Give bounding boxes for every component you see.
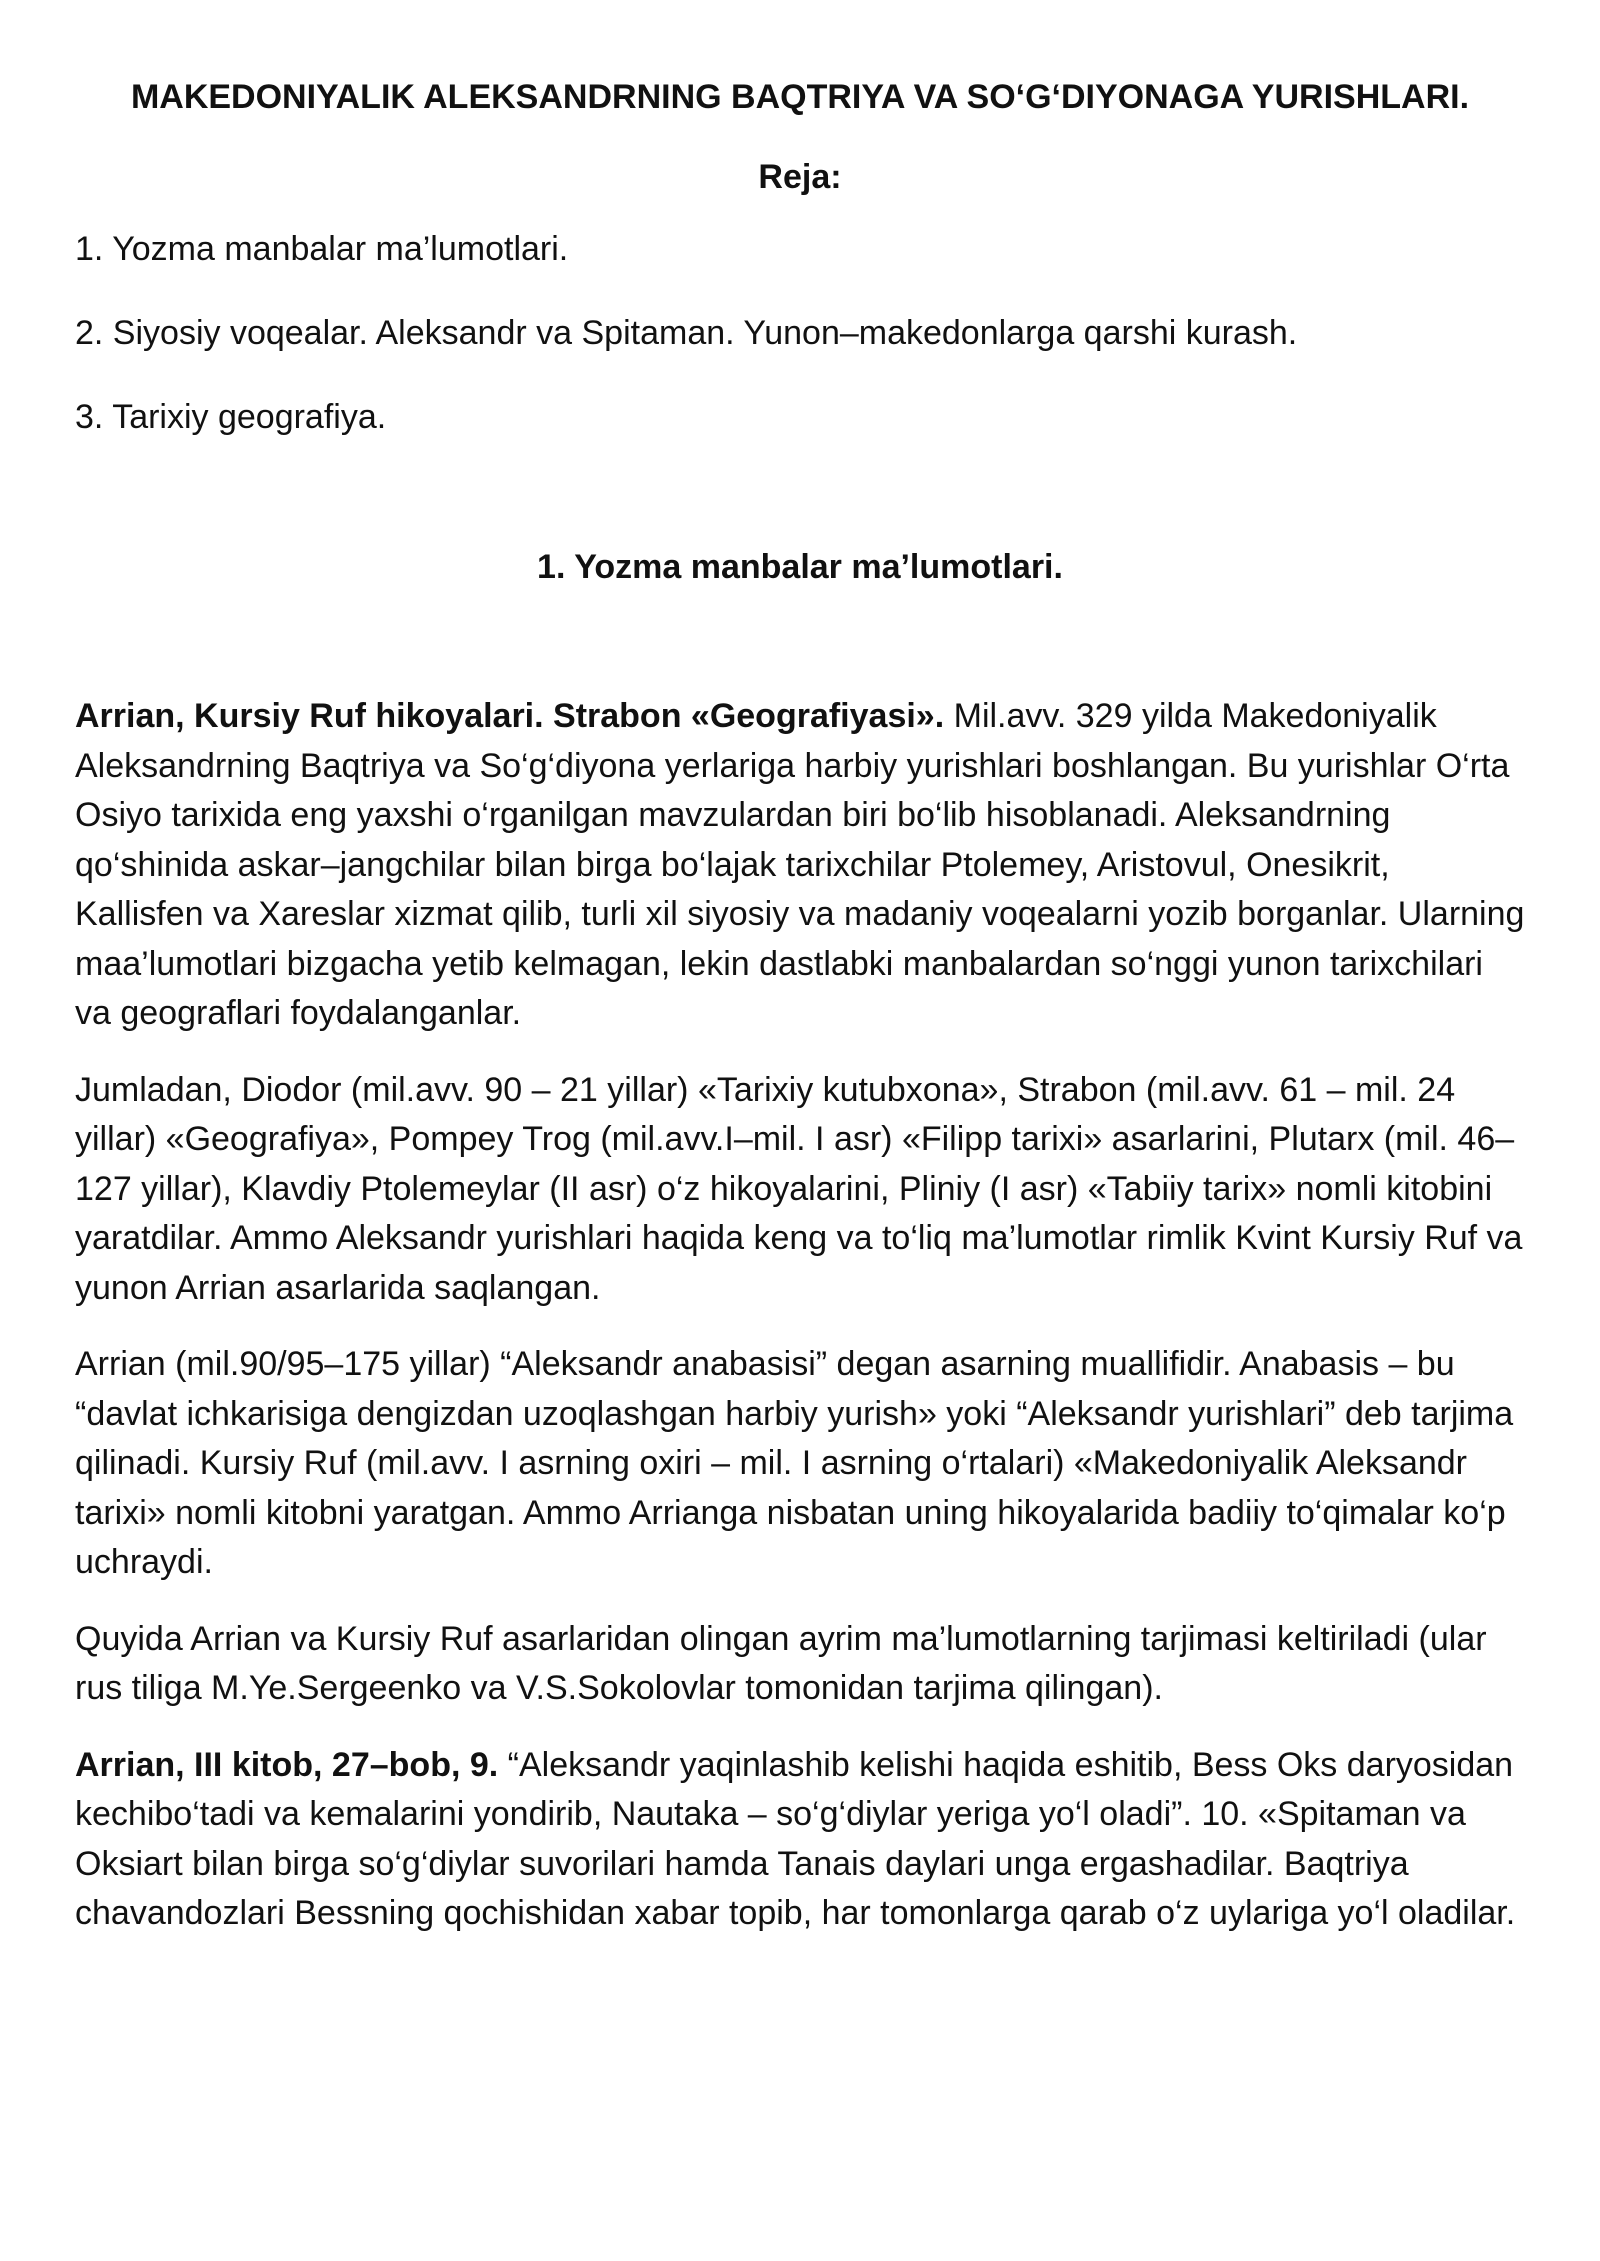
paragraph-5-text: “Aleksandr yaqinlashib kelishi haqida eshitib, Bess Oks daryosidan kechibo‘tadi va kemalarini yondirib, Nautaka – so‘g‘diylar yeriga yo‘l oladi”. 10. «Spitaman va Oksiart bilan birga so‘g‘diylar suvorilari hamda Tanais daylari unga ergashadilar. Baqtriya chavandozlari Bessning qochishidan xabar topib, har tomonlarga qarab o‘z uylariga yo‘l oladilar. (75, 1745, 1516, 1932)
paragraph-3 (75, 1340, 1525, 1588)
paragraph-1 (75, 692, 1525, 1039)
section-heading: 1. Yozma manbalar ma’lumotlari. (537, 548, 1063, 586)
paragraph-3-text: Arrian (mil.90/95–175 yillar) “Aleksandr anabasisi” degan asarning muallifidir. Anabasis – bu “davlat ichkarisiga dengizdan uzoqlashgan harbiy yurish» yoki “Aleksandr yurishlari” deb tarjima qilinadi. Kursiy Ruf (mil.avv. I asrning oxiri – mil. I asrning o‘rtalari) «Makedoniyalik Aleksandr tarixi» nomli kitobni yaratgan. Ammo Arrianga nisbatan uning hikoyalarida badiiy to‘qimalar ko‘p uchraydi. (75, 1345, 1514, 1581)
paragraph-4-text: Quyida Arrian va Kursiy Ruf asarlaridan olingan ayrim ma’lumotlarning tarjimasi keltiriladi (ular rus tiliga M.Ye.Sergeenko va V.S.Sokolovlar tomonidan tarjima qilingan). (75, 1619, 1487, 1707)
paragraph-1-text: Mil.avv. 329 yilda Makedoniyalik Aleksandrning Baqtriya va So‘g‘diyona yerlariga harbiy yurishlari boshlangan. Bu yurishlar O‘rta Osiyo tarixida eng yaxshi o‘rganilgan mavzulardan biri bo‘lib hisoblanadi. Aleksandrning qo‘shinida askar–jangchilar bilan birga bo‘lajak tarixchilar Ptolemey, Aristovul, Onesikrit, Kallisfen va Xareslar xizmat qilib, turli xil siyosiy va madaniy voqealarni yozib borganlar. Ularning maa’lumotlari bizgacha yetib kelmagan, lekin dastlabki manbalardan so‘nggi yunon tarixchilari va geograflari foydalanganlar. (75, 697, 1525, 1032)
plan-heading: Reja: (758, 158, 842, 196)
paragraph-2 (75, 1066, 1525, 1314)
paragraph-5 (75, 1741, 1525, 1939)
paragraph-5-lead: Arrian, III kitob, 27–bob, 9. (75, 1745, 499, 1784)
paragraph-2-text: Jumladan, Diodor (mil.avv. 90 – 21 yillar) «Tarixiy kutubxona», Strabon (mil.avv. 61 – mil. 24 yillar) «Geografiya», Pompey Trog (mil.avv.I–mil. I asr) «Filipp tarixi» asarlarini, Plutarx (mil. 46–127 yillar), Klavdiy Ptolemeylar (II asr) o‘z hikoyalarini, Pliniy (I asr) «Tabiiy tarix» nomli kitobini yaratdilar. Ammo Aleksandr yurishlari haqida keng va to‘liq ma’lumotlar rimlik Kvint Kursiy Ruf va yunon Arrian asarlarida saqlangan. (75, 1070, 1523, 1307)
plan-item-1: 1. Yozma manbalar ma’lumotlari. (75, 230, 569, 268)
paragraph-1-lead: Arrian, Kursiy Ruf hikoyalari. Strabon «Geografiyasi». (75, 697, 945, 735)
plan-item-2: 2. Siyosiy voqealar. Aleksandr va Spitaman. Yunon–makedonlarga qarshi kurash. (75, 314, 1298, 352)
document-title: MAKEDONIYALIK ALEKSANDRNING BAQTRIYA VA SO‘G‘DIYONAGA YURISHLARI. (130, 78, 1470, 116)
plan-item-3: 3. Tarixiy geografiya. (75, 398, 387, 436)
paragraph-4 (75, 1615, 1525, 1714)
